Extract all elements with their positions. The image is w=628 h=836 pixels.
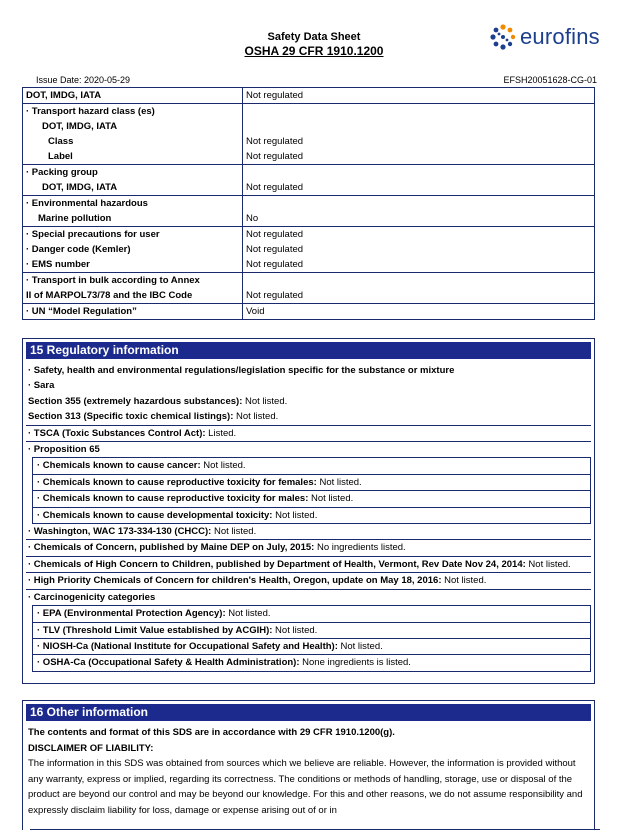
list-item xyxy=(32,605,591,621)
list-item xyxy=(26,394,591,409)
row-value: Not regulated xyxy=(246,136,304,147)
row-key: · EMS number xyxy=(26,259,90,270)
row-value xyxy=(246,165,591,180)
list-item xyxy=(32,622,591,638)
document-id: EFSH20051628-CG-01 xyxy=(503,75,597,85)
vermont-label: · Chemicals of High Concern to Children, published by Department of Health, Vermont, Rev Date Nov 24, 2014: xyxy=(28,558,526,570)
row-key: Marine pollution xyxy=(38,213,112,224)
list-item xyxy=(32,457,591,473)
eurofins-logo xyxy=(490,24,600,50)
section-15 xyxy=(22,338,595,684)
prop65-label: · Proposition 65 xyxy=(28,444,100,456)
cancer-label: · Chemicals known to cause cancer: xyxy=(37,460,201,472)
vermont-value: Not listed. xyxy=(525,558,571,570)
table-row xyxy=(23,165,595,196)
list-item xyxy=(26,409,591,425)
table-row xyxy=(23,104,595,165)
epa-value: Not listed. xyxy=(225,608,271,620)
epa-label: · EPA (Environmental Protection Agency): xyxy=(37,608,226,620)
row-value xyxy=(246,119,591,134)
males-label: · Chemicals known to cause reproductive toxicity for males: xyxy=(37,493,309,505)
s313-label: Section 313 (Specific toxic chemical listings): xyxy=(28,411,234,423)
brand-name: eurofins xyxy=(520,24,600,49)
row-key: · Danger code (Kemler) xyxy=(26,244,131,255)
row-key: II of MARPOL73/78 and the IBC Code xyxy=(26,290,193,301)
row-value xyxy=(246,273,591,288)
disclaimer-title: DISCLAIMER OF LIABILITY: xyxy=(28,742,154,754)
dev-value: Not listed. xyxy=(272,509,318,521)
row-value: Not regulated xyxy=(246,182,304,193)
table-row xyxy=(23,227,595,273)
list-item xyxy=(26,378,591,393)
list-item xyxy=(32,638,591,654)
eurofins-dots-icon xyxy=(490,24,516,50)
row-value: Not regulated xyxy=(243,88,595,104)
oregon-label: · High Priority Chemicals of Concern for children's Health, Oregon, update on May 18, 2016: xyxy=(28,575,442,587)
tsca-label: · TSCA (Toxic Substances Control Act): xyxy=(28,427,206,439)
s313-value: Not listed. xyxy=(233,411,279,423)
issue-date: Issue Date: 2020-05-29 xyxy=(36,75,131,85)
osha-value: None ingredients is listed. xyxy=(299,657,411,669)
maine-value: No ingredients listed. xyxy=(314,542,406,554)
row-key: · Transport hazard class (es) xyxy=(26,106,155,117)
row-value: No xyxy=(246,213,259,224)
carc-label: · Carcinogenicity categories xyxy=(28,591,156,603)
row-value: Not regulated xyxy=(246,290,304,301)
list-item xyxy=(26,426,591,442)
transport-table xyxy=(22,87,595,320)
row-key: · Packing group xyxy=(26,167,98,178)
females-value: Not listed. xyxy=(316,476,362,488)
dev-label: · Chemicals known to cause developmental toxicity: xyxy=(37,509,273,521)
list-item xyxy=(32,507,591,524)
section-15-heading: 15 Regulatory information xyxy=(26,342,591,359)
table-row xyxy=(23,88,595,104)
safety-label: · Safety, health and environmental regulations/legislation specific for the substance or mixture xyxy=(28,365,455,376)
row-value xyxy=(246,196,591,211)
sds-format-statement: The contents and format of this SDS are in accordance with 29 CFR 1910.1200(g). xyxy=(28,727,395,738)
table-row xyxy=(23,196,595,227)
row-value: Void xyxy=(243,304,595,320)
cancer-value: Not listed. xyxy=(200,460,246,472)
list-item xyxy=(32,490,591,506)
list-item xyxy=(26,540,591,556)
males-value: Not listed. xyxy=(308,493,354,505)
row-key: · Environmental hazardous xyxy=(26,198,148,209)
females-label: · Chemicals known to cause reproductive toxicity for females: xyxy=(37,476,317,488)
table-row xyxy=(23,273,595,304)
tsca-value: Listed. xyxy=(205,427,237,439)
page-divider xyxy=(30,829,600,830)
wa-value: Not listed. xyxy=(211,526,257,538)
osha-label: · OSHA-Ca (Occupational Safety & Health Administration): xyxy=(37,657,300,669)
sara-label: · Sara xyxy=(28,380,55,392)
list-item xyxy=(26,442,591,457)
row-key: DOT, IMDG, IATA xyxy=(23,88,243,104)
wa-label: · Washington, WAC 173-334-130 (CHCC): xyxy=(28,526,212,538)
row-value: Not regulated xyxy=(246,151,304,162)
niosh-label: · NIOSH-Ca (National Institute for Occupational Safety and Health): xyxy=(37,640,338,652)
disclaimer-text: The information in this SDS was obtained from sources which we believe are reliable. However, the information is provided without any warranty, express or implied, regarding its correctness. The conditions or methods of handling, storage, use or disposal of the product are beyond our control and may be beyond our knowledge. For this and other reasons, we do not assume responsibility and expressly disclaim liability for loss, damage or expense arising out of or in xyxy=(28,758,583,816)
list-item xyxy=(26,590,591,605)
list-item xyxy=(26,557,591,573)
row-key: DOT, IMDG, IATA xyxy=(42,121,118,132)
row-key: · Special precautions for user xyxy=(26,229,160,240)
section-16-heading: 16 Other information xyxy=(26,704,591,721)
list-item xyxy=(26,524,591,540)
maine-label: · Chemicals of Concern, published by Maine DEP on July, 2015: xyxy=(28,542,315,554)
row-value: Not regulated xyxy=(246,229,304,240)
tlv-value: Not listed. xyxy=(272,624,318,636)
oregon-value: Not listed. xyxy=(441,575,487,587)
row-key: Label xyxy=(48,151,73,162)
document-title: Safety Data Sheet xyxy=(267,31,361,43)
s355-value: Not listed. xyxy=(242,395,288,407)
list-item xyxy=(32,474,591,490)
row-value xyxy=(246,104,591,119)
niosh-value: Not listed. xyxy=(337,640,383,652)
list-item xyxy=(26,573,591,589)
table-row xyxy=(23,304,595,320)
row-key: · Transport in bulk according to Annex xyxy=(26,275,200,286)
list-item xyxy=(26,363,591,378)
row-value: Not regulated xyxy=(246,259,304,270)
row-key: Class xyxy=(48,136,74,147)
list-item xyxy=(32,654,591,671)
row-key: DOT, IMDG, IATA xyxy=(42,182,118,193)
row-key: · UN “Model Regulation” xyxy=(23,304,243,320)
s355-label: Section 355 (extremely hazardous substances): xyxy=(28,395,243,407)
tlv-label: · TLV (Threshold Limit Value established by ACGIH): xyxy=(37,624,273,636)
section-16 xyxy=(22,700,595,830)
document-subtitle: OSHA 29 CFR 1910.1200 xyxy=(244,44,384,58)
row-value: Not regulated xyxy=(246,244,304,255)
